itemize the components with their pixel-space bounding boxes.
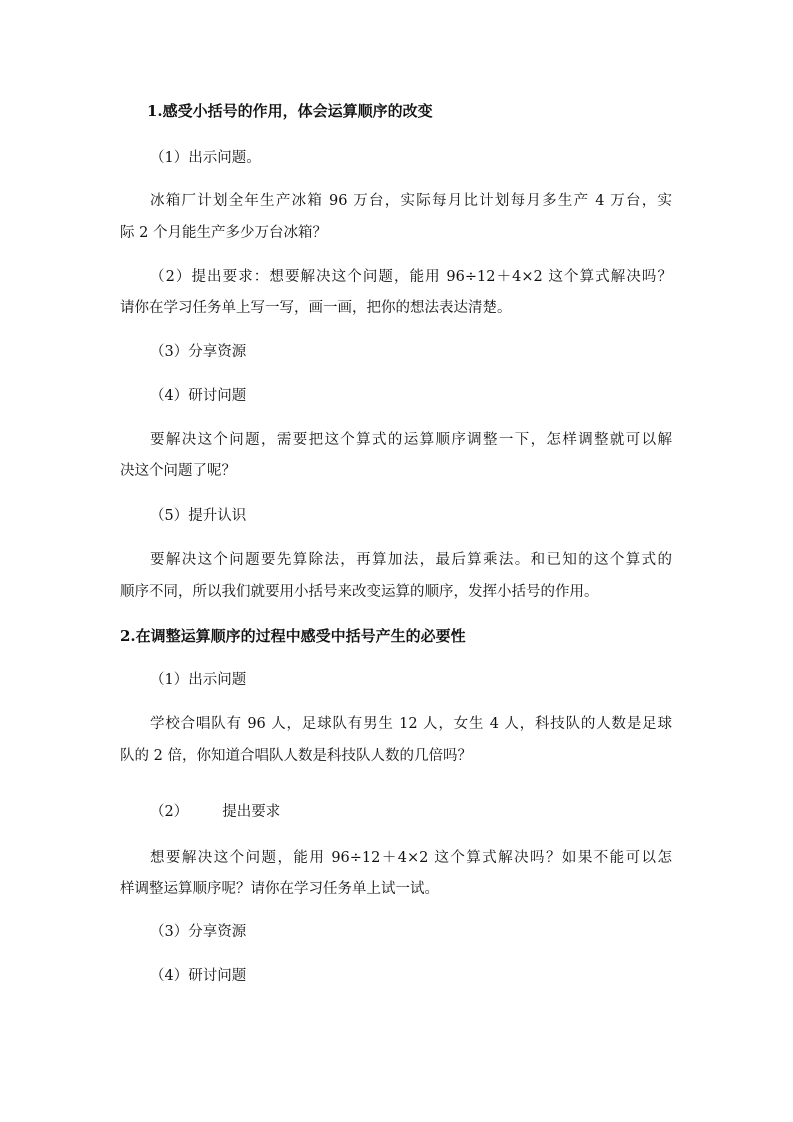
section1-step5-label: （5）提升认识 [150,508,247,524]
section2-step3-label: （3）分享资源 [150,924,247,940]
section2-step2-row [150,805,280,820]
section2-request-line1: 想要解决这个问题，能用 96÷12＋4×2 这个算式解决吗？如果不能可以怎 [150,850,672,866]
section2-problem-line2: 队的 2 倍，你知道合唱队人数是科技队人数的几倍吗？ [120,748,472,764]
section2-problem-line1: 学校合唱队有 96 人，足球队有男生 12 人，女生 4 人，科技队的人数是足球 [150,716,672,732]
section1-title: 1.感受小括号的作用，体会运算顺序的改变 [147,102,433,120]
section2-step2-number: （2） [150,804,189,820]
section1-insight-line2: 顺序不同，所以我们就要用小括号来改变运算的顺序，发挥小括号的作用。 [120,584,599,600]
section1-step4-label: （4）研讨问题 [150,388,247,404]
section1-discuss-line2: 决这个问题了呢？ [120,463,236,479]
section2-step2-text: 提出要求 [222,804,281,820]
section1-problem-line2: 际 2 个月能生产多少万台冰箱？ [120,225,327,241]
section1-problem-line1: 冰箱厂计划全年生产冰箱 96 万台，实际每月比计划每月多生产 4 万台，实 [150,193,672,209]
section1-step2-line1: （2）提出要求：想要解决这个问题，能用 96÷12＋4×2 这个算式解决吗？ [150,269,672,285]
section1-insight-line1: 要解决这个问题要先算除法，再算加法，最后算乘法。和已知的这个算式的 [150,552,672,568]
section2-step1-label: （1）出示问题 [150,672,247,688]
section2-request-line2: 样调整运算顺序呢？请你在学习任务单上试一试。 [120,881,439,897]
section2-title: 2.在调整运算顺序的过程中感受中括号产生的必要性 [120,627,466,645]
section1-step3-label: （3）分享资源 [150,344,247,360]
section1-discuss-line1: 要解决这个问题，需要把这个算式的运算顺序调整一下，怎样调整就可以解 [150,432,672,448]
section2-step4-label: （4）研讨问题 [150,968,247,984]
section1-step2-line2: 请你在学习任务单上写一写，画一画，把你的想法表达清楚。 [120,300,512,316]
section1-step1-label: （1）出示问题。 [150,150,261,166]
